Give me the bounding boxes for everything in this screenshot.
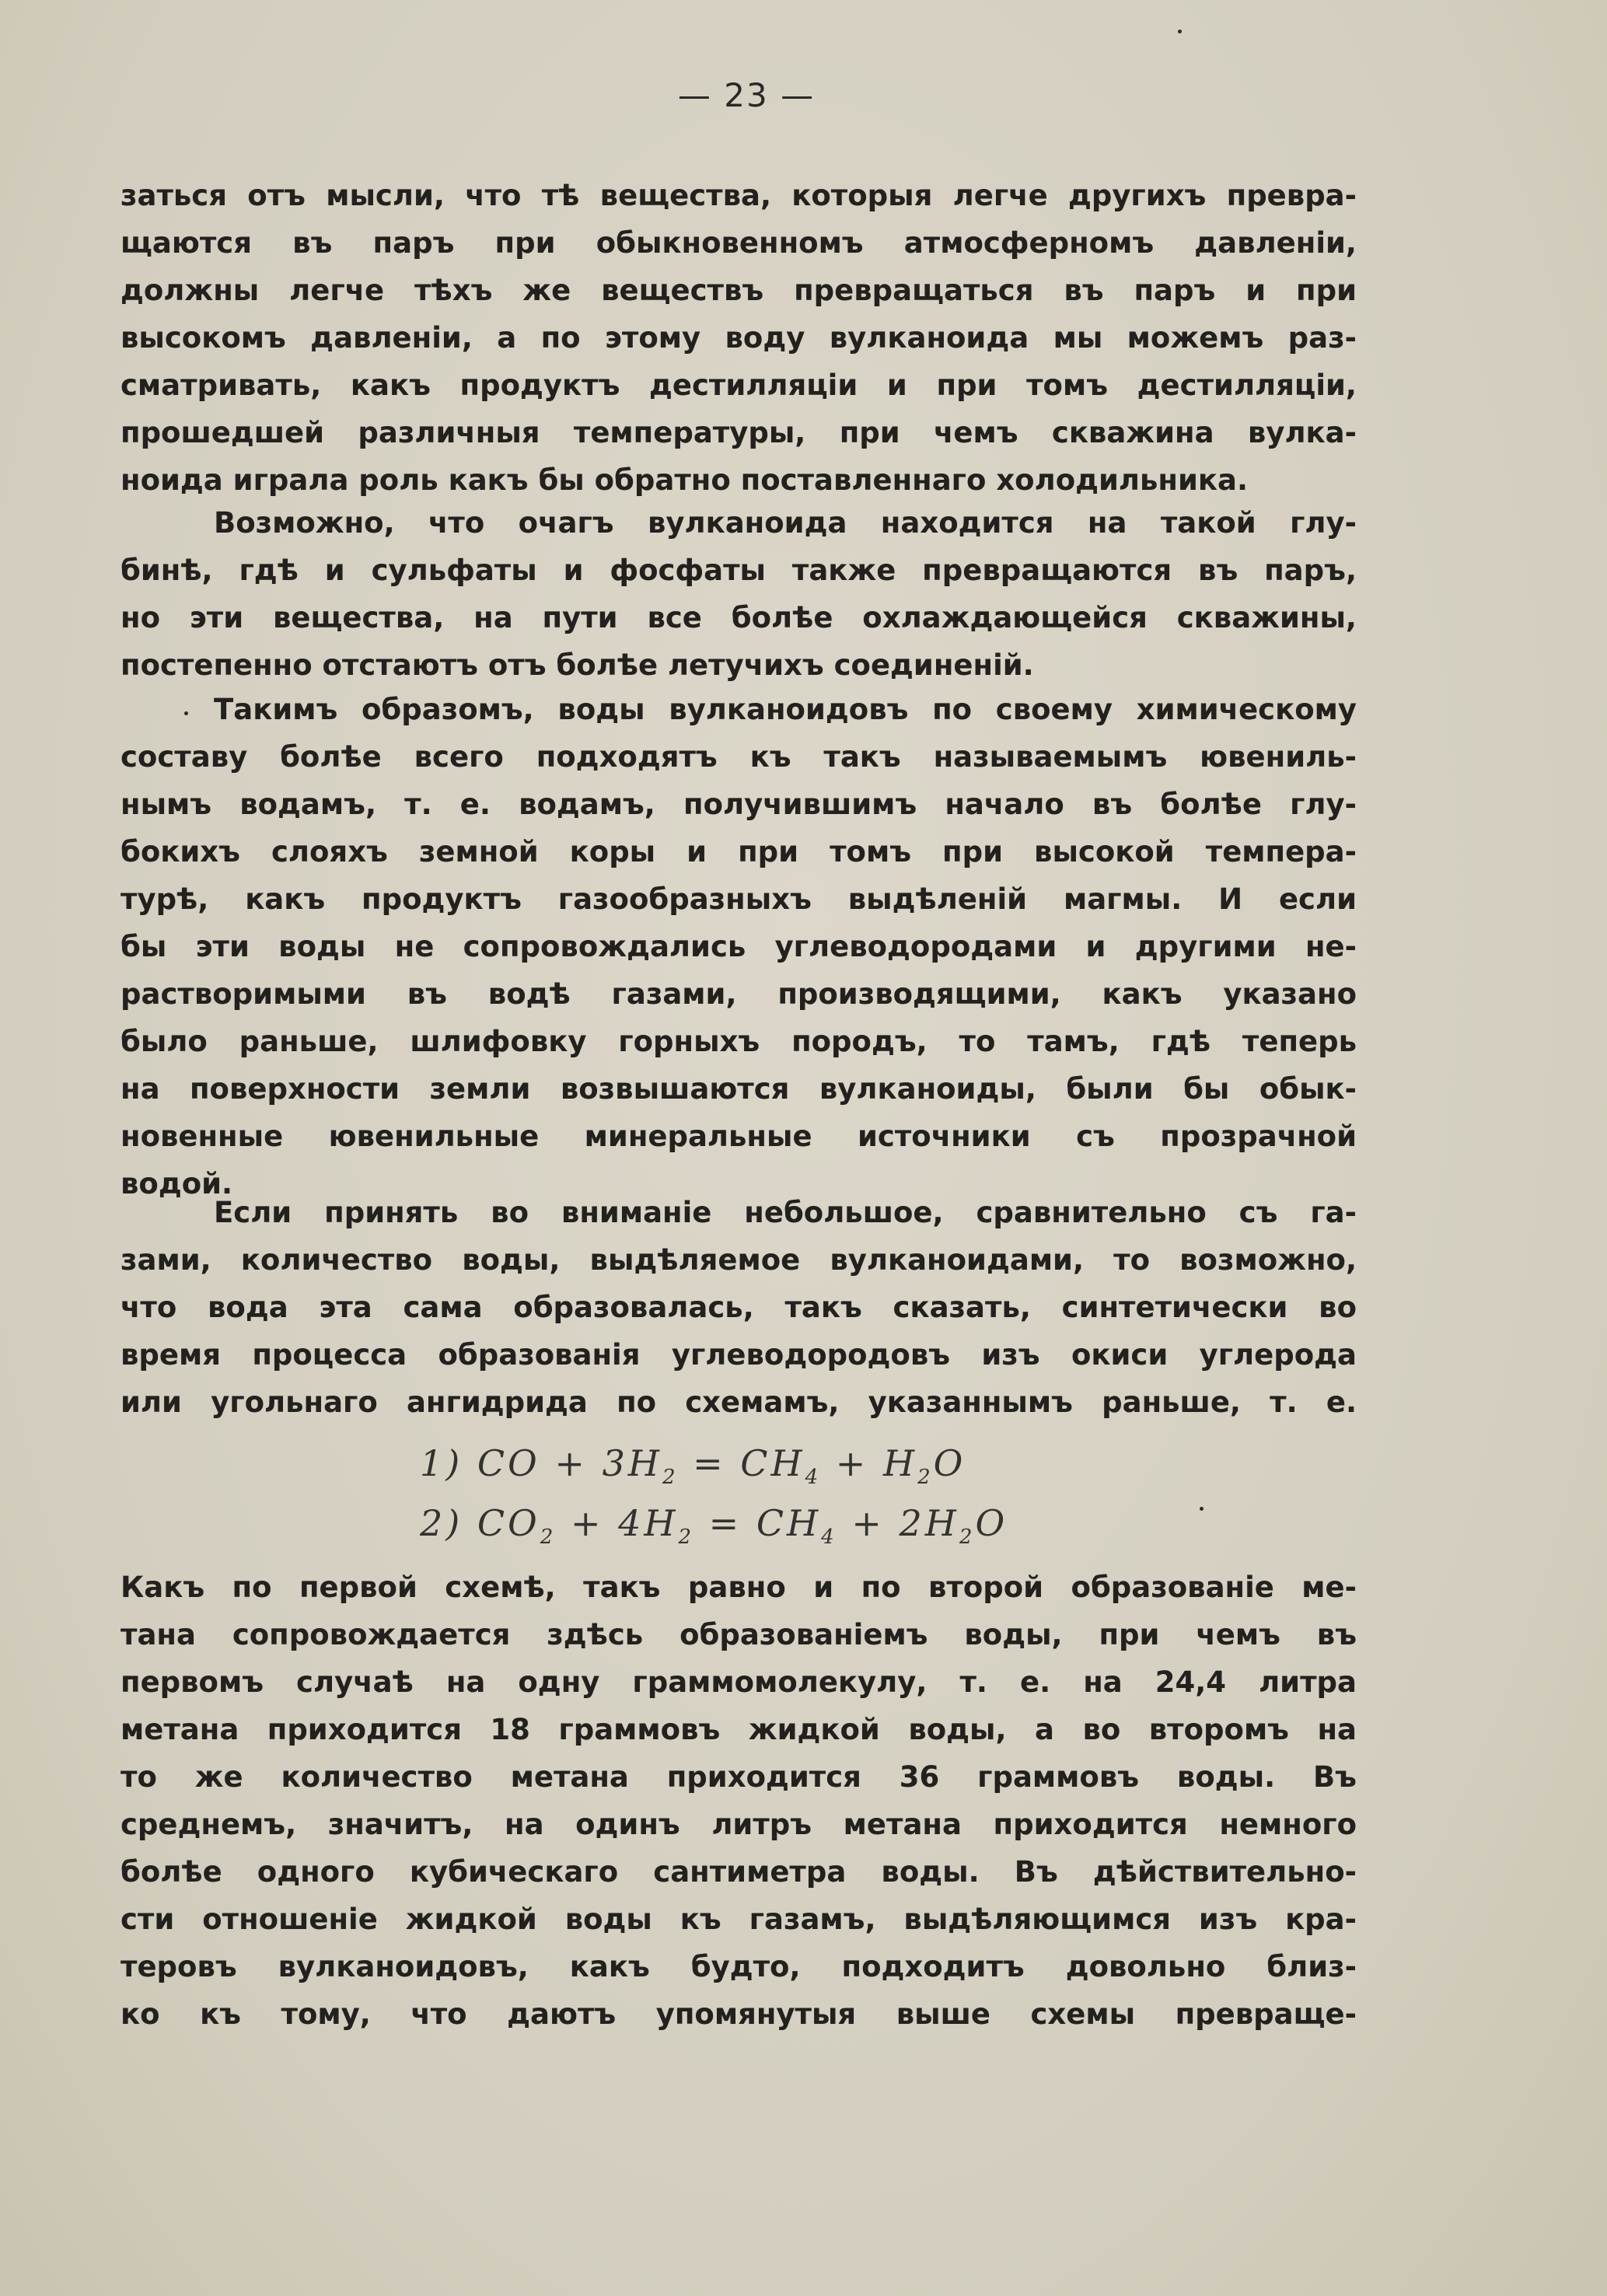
text-line: метана приходится 18 граммовъ жидкой воды, а во второмъ на [121,1713,1357,1746]
text-line: Какъ по первой схемѣ, такъ равно и по второй образованіе ме- [121,1571,1357,1604]
text-line: Такимъ образомъ, воды вулканоидовъ по своему химическому [214,693,1357,726]
text-line: прошедшей различныя температуры, при чемъ скважина вулка- [121,416,1357,449]
text-line: высокомъ давленіи, а по этому воду вулканоида мы можемъ раз- [121,321,1357,355]
formula-term: $CH_4$ [756,1502,837,1550]
text-line: теровъ вулканоидовъ, какъ будто, подходитъ довольно близ- [121,1950,1357,1983]
text-line: Возможно, что очагъ вулканоида находится на такой глу- [214,506,1357,540]
text-line: сти отношеніе жидкой воды къ газамъ, выдѣляющимся изъ кра- [121,1903,1357,1936]
formula-term: CO [477,1442,540,1484]
formula-label: 2) [420,1502,463,1544]
text-line: щаются въ паръ при обыкновенномъ атмосферномъ давленіи, [121,226,1357,260]
text-line: сматривать, какъ продуктъ дестилляціи и при томъ дестилляціи, [121,369,1357,402]
formula-term: $H_2O$ [882,1442,966,1490]
text-line: бинѣ, гдѣ и сульфаты и фосфаты также превращаются въ паръ, [121,554,1357,587]
text-line: заться отъ мысли, что тѣ вещества, которыя легче другихъ превра- [121,179,1357,212]
text-line: ноида играла роль какъ бы обратно поставленнаго холодильника. [121,463,1249,497]
text-line: или угольнаго ангидрида по схемамъ, указаннымъ раньше, т. е. [121,1386,1357,1419]
text-line: среднемъ, значитъ, на одинъ литръ метана приходится немного [121,1808,1357,1841]
text-line: то же количество метана приходится 36 граммовъ воды. Въ [121,1760,1357,1794]
formula-term: $CH_4$ [740,1442,822,1490]
text-line: Если принять во вниманіе небольшое, сравнительно съ га- [214,1196,1357,1229]
text-line: болѣе одного кубическаго сантиметра воды. Въ дѣйствительно- [121,1855,1357,1889]
formula-equals: = [693,1442,726,1484]
text-line: должны легче тѣхъ же веществъ превращаться въ паръ и при [121,274,1357,307]
formula-term: $2H_2O$ [899,1502,1008,1550]
text-line: бы эти воды не сопровождались углеводородами и другими не- [121,930,1357,963]
text-line: новенные ювенильные минеральные источники съ прозрачной [121,1120,1357,1153]
formula-equals: = [708,1502,742,1544]
text-line: тана сопровождается здѣсь образованіемъ воды, при чемъ въ [121,1618,1357,1651]
formula-operator: + [835,1442,869,1484]
ink-speck [184,711,188,715]
text-line: нымъ водамъ, т. е. водамъ, получившимъ начало въ болѣе глу- [121,788,1357,821]
formula-label: 1) [420,1442,463,1484]
text-line: бокихъ слояхъ земной коры и при томъ при высокой темпера- [121,835,1357,868]
ink-speck [1200,1507,1204,1511]
text-line: составу болѣе всего подходятъ къ такъ называемымъ ювениль- [121,740,1357,774]
formula-1 [420,1442,966,1489]
ink-speck [1178,30,1182,33]
text-line: что вода эта сама образовалась, такъ сказать, синтетически во [121,1291,1357,1324]
text-line: время процесса образованія углеводородовъ изъ окиси углерода [121,1338,1357,1372]
text-line: зами, количество воды, выдѣляемое вулканоидами, то возможно, [121,1243,1357,1277]
formula-2 [420,1502,1008,1549]
text-line: турѣ, какъ продуктъ газообразныхъ выдѣленій магмы. И если [121,882,1357,916]
formula-term: $3H_2$ [602,1442,679,1490]
text-line: первомъ случаѣ на одну граммомолекулу, т. е. на 24,4 литра [121,1665,1357,1699]
formula-operator: + [851,1502,885,1544]
text-line: постепенно отстаютъ отъ болѣе летучихъ соединеній. [121,648,1034,682]
text-line: но эти вещества, на пути все болѣе охлаждающейся скважины, [121,601,1357,634]
formula-operator: + [554,1442,588,1484]
formula-term: $CO_2$ [477,1502,557,1550]
text-line: ко къ тому, что даютъ упомянутыя выше схемы превраще- [121,1997,1357,2031]
text-line: растворимыми въ водѣ газами, производящими, какъ указано [121,977,1357,1011]
page-number: — 23 — [677,76,816,114]
formula-operator: + [570,1502,604,1544]
text-line: на поверхности земли возвышаются вулканоиды, были бы обык- [121,1072,1357,1106]
text-line: водой. [121,1167,233,1200]
text-line: было раньше, шлифовку горныхъ породъ, то тамъ, гдѣ теперь [121,1025,1357,1058]
formula-term: $4H_2$ [618,1502,695,1550]
